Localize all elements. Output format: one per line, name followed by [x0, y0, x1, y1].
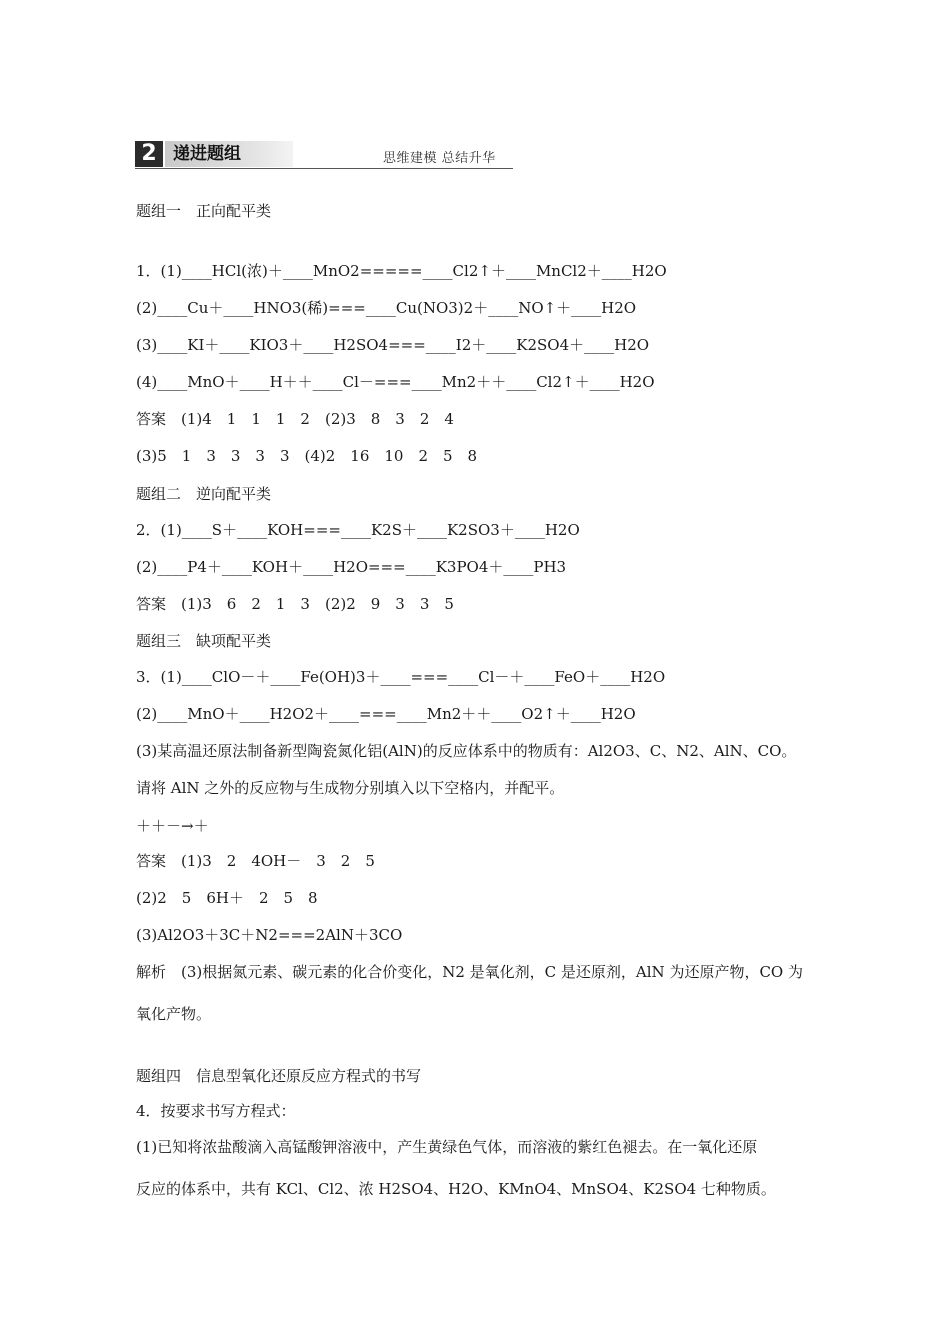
group-heading-3: 题组三 缺项配平类	[136, 632, 272, 650]
banner-divider	[135, 168, 513, 169]
question-4-1-line-2: 反应的体系中，共有 KCl、Cl2、浓 H2SO4、H2O、KMnO4、MnSO4、K2SO4 七种物质。	[136, 1180, 776, 1198]
group-heading-1: 题组一 正向配平类	[136, 202, 272, 220]
answer-1-a: 答案 (1)4 1 1 1 2 (2)3 8 3 2 4	[136, 410, 454, 428]
section-banner	[135, 141, 513, 171]
question-2-1: 2．(1)____S＋____KOH===____K2S＋____K2SO3＋____H2O	[136, 521, 580, 539]
question-1-3: (3)____KI＋____KIO3＋____H2SO4===____I2＋____K2SO4＋____H2O	[136, 336, 650, 354]
group-heading-2: 题组二 逆向配平类	[136, 485, 272, 503]
question-1-2: (2)____Cu＋____HNO3(稀)===____Cu(NO3)2＋____NO↑＋____H2O	[136, 299, 637, 317]
section-number-badge: 2	[135, 141, 163, 167]
question-3-3-blank-equation: ＋＋－→＋	[136, 817, 209, 835]
question-4-1-line-1: (1)已知将浓盐酸滴入高锰酸钾溶液中，产生黄绿色气体，而溶液的紫红色褪去。在一氧化还原	[136, 1138, 758, 1156]
answer-3-c: (3)Al2O3＋3C＋N2===2AlN＋3CO	[136, 926, 403, 944]
section-subtitle: 思维建模 总结升华	[383, 151, 496, 166]
question-3-3-line-2: 请将 AlN 之外的反应物与生成物分别填入以下空格内，并配平。	[136, 779, 565, 797]
group-heading-4: 题组四 信息型氧化还原反应方程式的书写	[136, 1067, 422, 1085]
question-3-3-line-1: (3)某高温还原法制备新型陶瓷氮化铝(AlN)的反应体系中的物质有：Al2O3、C、N2、AlN、CO。	[136, 742, 797, 760]
section-title: 递进题组	[165, 141, 293, 167]
answer-3-a: 答案 (1)3 2 4OH－ 3 2 5	[136, 852, 375, 870]
explanation-3-line-2: 氧化产物。	[136, 1005, 212, 1023]
question-3-2: (2)____MnO＋____H2O2＋____===____Mn2＋＋____O2↑＋____H2O	[136, 705, 636, 723]
answer-3-b: (2)2 5 6H＋ 2 5 8	[136, 889, 318, 907]
question-3-1: 3．(1)____ClO－＋____Fe(OH)3＋____===____Cl－＋____FeO＋____H2O	[136, 668, 666, 686]
question-4: 4．按要求书写方程式：	[136, 1102, 296, 1120]
question-2-2: (2)____P4＋____KOH＋____H2O===____K3PO4＋____PH3	[136, 558, 567, 576]
question-1-1: 1．(1)____HCl(浓)＋____MnO2=====____Cl2↑＋____MnCl2＋____H2O	[136, 262, 667, 280]
answer-1-b: (3)5 1 3 3 3 3 (4)2 16 10 2 5 8	[136, 447, 478, 465]
question-1-4: (4)____MnO＋____H＋＋____Cl－===____Mn2＋＋____Cl2↑＋____H2O	[136, 373, 655, 391]
answer-2: 答案 (1)3 6 2 1 3 (2)2 9 3 3 5	[136, 595, 454, 613]
explanation-3-line-1: 解析 (3)根据氮元素、碳元素的化合价变化，N2 是氧化剂，C 是还原剂，AlN 为还原产物，CO 为	[136, 963, 803, 981]
